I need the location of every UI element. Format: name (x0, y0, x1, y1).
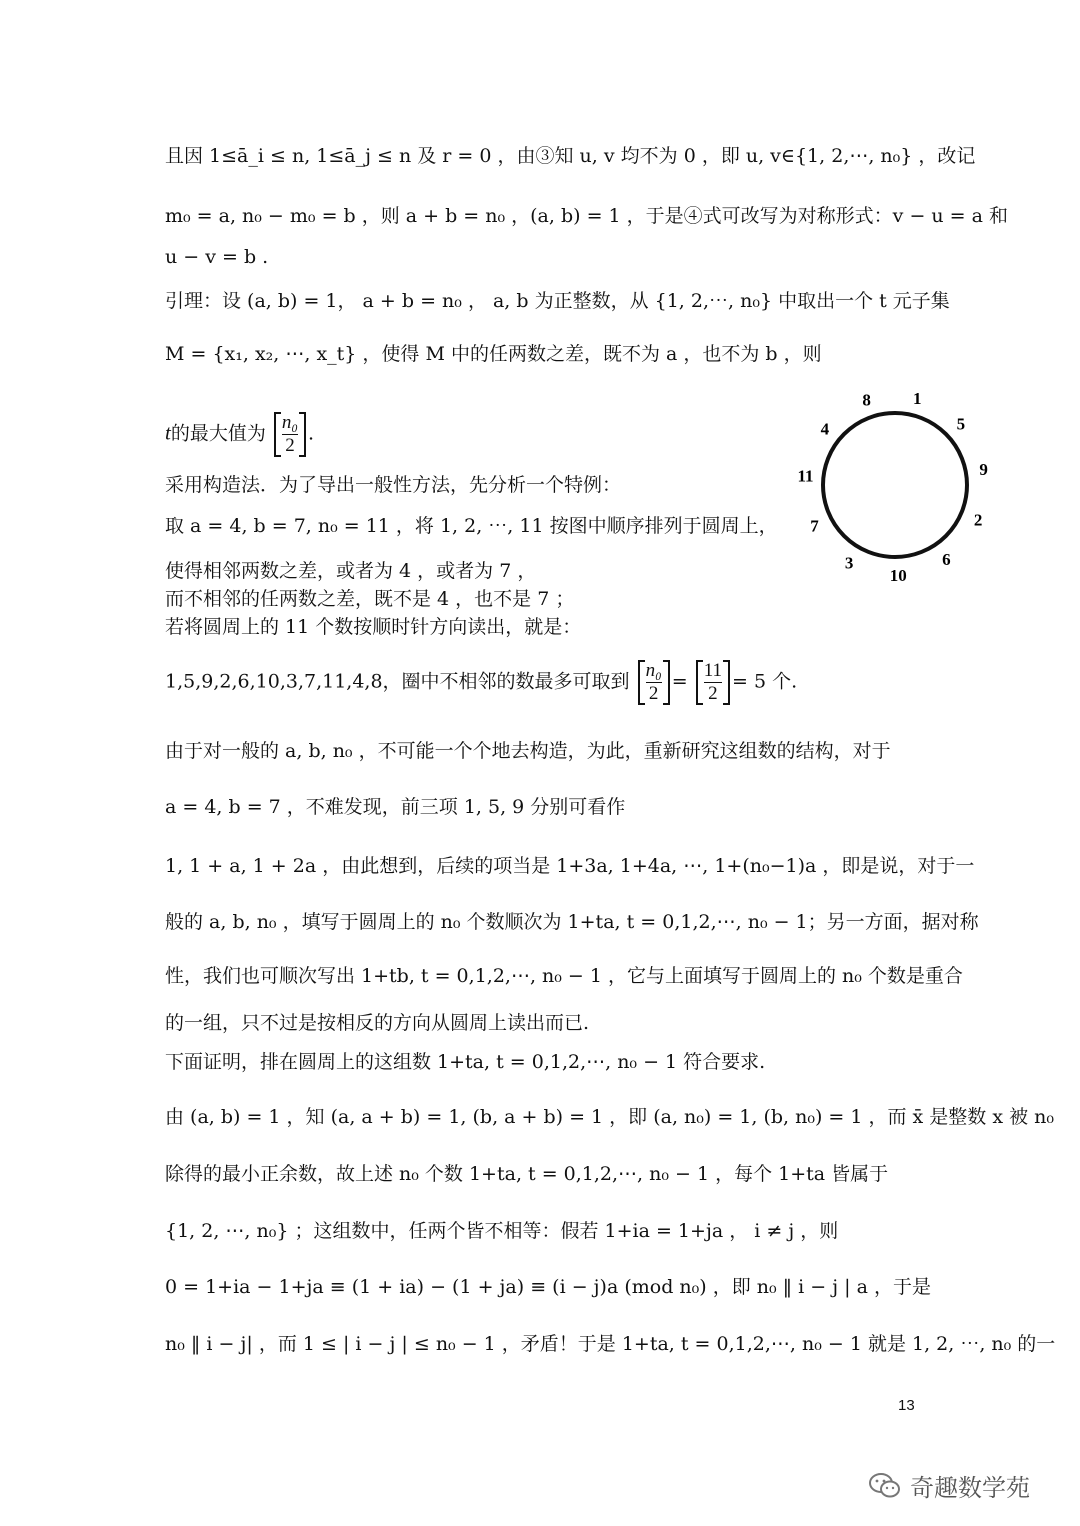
wechat-icon (868, 1472, 902, 1500)
text-line: 由于对一般的 a, b, n₀ ，不可能一个个地去构造，为此，重新研究这组数的结构，对于 (165, 740, 891, 762)
text-line: a = 4, b = 7 ，不难发现，前三项 1, 5, 9 分别可看作 (165, 796, 626, 818)
text-line: u − v = b . (165, 246, 269, 268)
text-line: 采用构造法．为了导出一般性方法，先分析一个特例： (165, 474, 622, 496)
lemma-fraction: $\frac{\text{n₀}}{2}$ (274, 412, 306, 457)
text-line: 而不相邻的任两数之差，既不是 4 ，也不是 7 ； (165, 588, 575, 610)
text-line: 除得的最小正余数，故上述 n₀ 个数 1+ta, t = 0,1,2,⋯, n₀ − 1 ，每个 1+ta 皆属于 (165, 1163, 889, 1185)
circle-ring (820, 413, 967, 557)
circle-number: 3 (844, 553, 854, 573)
circle-number: 8 (862, 390, 871, 410)
text-line: M = {x₁, x₂, ⋯, x_t} ，使得 M 中的任两数之差，既不为 a ，也不为 b ，则 (165, 343, 822, 365)
circle-number: 1 (913, 388, 922, 408)
circle-diagram (795, 385, 995, 585)
text-line: 1, 1 + a, 1 + 2a ，由此想到，后续的项当是 1+3a, 1+4a, ⋯, 1+(n₀−1)a ，即是说，对于一 (165, 855, 975, 877)
circle-number: 5 (956, 414, 966, 434)
text-line: 使得相邻两数之差，或者为 4 ，或者为 7 ， (165, 560, 537, 582)
text-line: 性，我们也可顺次写出 1+tb, t = 0,1,2,⋯, n₀ − 1 ，它与上面填写于圆周上的 n₀ 个数是重合 (165, 965, 963, 987)
text-line: {1, 2, ⋯, n₀} ；这组数中，任两个皆不相等：假若 1+ia = 1+ja ， i ≠ j ，则 (165, 1220, 839, 1242)
sequence-line: 1,5,9,2,6,10,3,7,11,4,8，圈中不相邻的数最多可取到 $\frac{\text{n₀}}{2}$ = $\frac{11}{2}$ = 5 个. (165, 660, 798, 704)
lemma-max-line: t的最大值为 $\frac{\text{n₀}}{2}$ . (165, 412, 315, 456)
text-line: 下面证明，排在圆周上的这组数 1+ta, t = 0,1,2,⋯, n₀ − 1 符合要求. (165, 1051, 766, 1073)
text-line: m₀ = a, n₀ − m₀ = b ，则 a + b = n₀ ，(a, b) = 1 ，于是④式可改写为对称形式：v − u = a 和 (165, 205, 1009, 227)
circle-number: 10 (889, 565, 907, 585)
circle-number: 9 (979, 460, 988, 480)
watermark (868, 1468, 1030, 1503)
circle-number: 2 (973, 510, 983, 530)
circle-number: 4 (820, 419, 830, 439)
circle-number: 6 (942, 549, 951, 569)
text-line: 且因 1≤ā_i ≤ n, 1≤ā_j ≤ n 及 r = 0 ，由③知 u, v 均不为 0 ，即 u, v∈{1, 2,⋯, n₀} ，改记 (165, 145, 976, 167)
text-line: n₀ ‖ i − j| ，而 1 ≤ | i − j | ≤ n₀ − 1 ，矛盾！于是 1+ta, t = 0,1,2,⋯, n₀ − 1 就是 1, 2, ⋯, n₀ 的一 (165, 1333, 1056, 1355)
text-line: 的一组，只不过是按相反的方向从圆周上读出而已. (165, 1012, 590, 1034)
text-line: 由 (a, b) = 1 ，知 (a, a + b) = 1, (b, a + b) = 1 ，即 (a, n₀) = 1, (b, n₀) = 1 ，而 x̄ 是整数 x 被 n₀ (165, 1106, 1054, 1128)
text-line: 般的 a, b, n₀ ，填写于圆周上的 n₀ 个数顺次为 1+ta, t = 0,1,2,⋯, n₀ − 1；另一方面，据对称 (165, 911, 979, 933)
text-line: 取 a = 4, b = 7, n₀ = 11 ，将 1, 2, ⋯, 11 按图中顺序排列于圆周上， (165, 515, 778, 537)
text-line: 若将圆周上的 11 个数按顺时针方向读出，就是： (165, 616, 582, 638)
text-line: 0 = 1+ia − 1+ja ≡ (1 + ia) − (1 + ja) ≡ (i − j)a (mod n₀) ，即 n₀ ‖ i − j | a ，于是 (165, 1276, 931, 1298)
sequence-fraction-1: $\frac{\text{n₀}}{2}$ (638, 660, 670, 705)
sequence-fraction-2: $\frac{11}{2}$ (696, 660, 730, 705)
circle-number: 11 (797, 466, 814, 486)
watermark-text: 奇趣数学苑 (910, 1474, 1030, 1502)
page-number: 13 (898, 1397, 915, 1414)
text-line: 引理：设 (a, b) = 1， a + b = n₀ ， a, b 为正整数，从 {1, 2,⋯, n₀} 中取出一个 t 元子集 (165, 290, 950, 312)
circle-number: 7 (810, 516, 819, 536)
